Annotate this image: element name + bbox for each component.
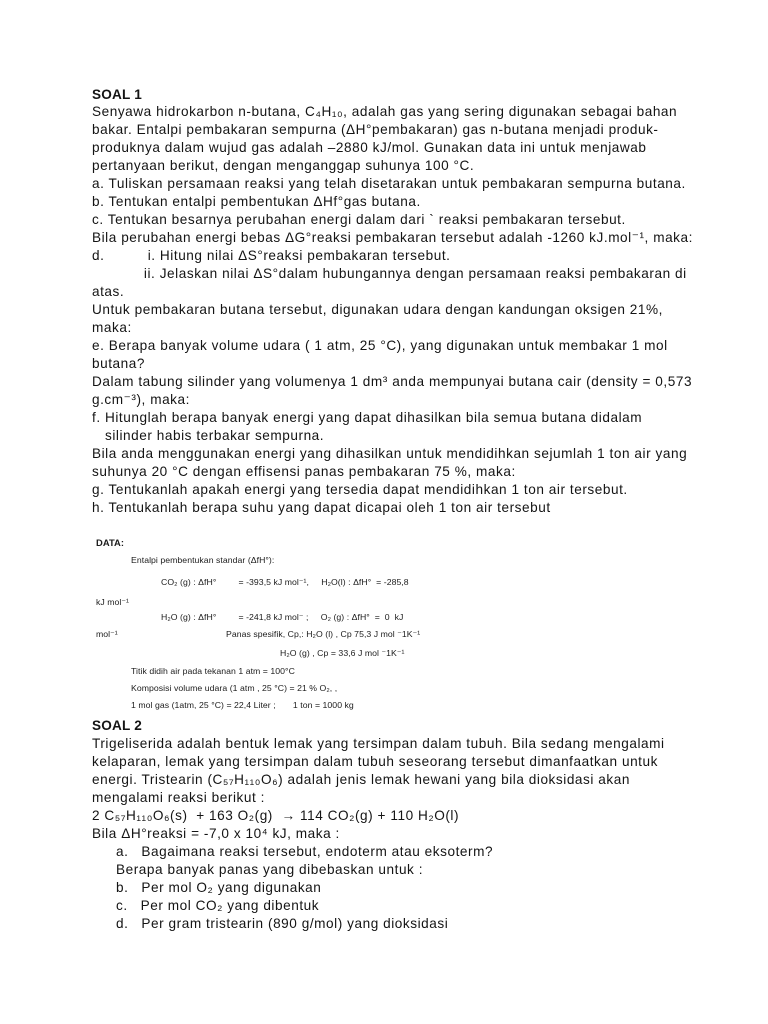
text-line: energi. Tristearin (C₅₇H₁₁₀O₆) adalah jenis lemak hewani yang bila dioksidasi akan — [92, 772, 630, 787]
data-line: mol⁻¹ — [96, 629, 118, 639]
text-line: Bila ΔH°reaksi = -7,0 x 10⁴ kJ, maka : — [92, 826, 340, 841]
text-line: atas. — [92, 284, 125, 299]
data-line: Panas spesifik, Cp,: H₂O (l) , Cp 75,3 J mol ⁻1K⁻¹ — [226, 629, 421, 639]
data-line: H₂O (g) , Cp = 33,6 J mol ⁻1K⁻¹ — [280, 648, 405, 658]
text-line: maka: — [92, 320, 132, 335]
data-line: H₂O (g) : ΔfH° = -241,8 kJ mol⁻ ; O₂ (g) : ΔfH° = 0 kJ — [161, 612, 404, 622]
data-line: CO₂ (g) : ΔfH° = -393,5 kJ mol⁻¹, H₂O(l) : ΔfH° = -285,8 — [161, 577, 409, 587]
data-heading: DATA: — [96, 537, 125, 548]
question-d-ii: ii. Jelaskan nilai ΔS°dalam hubungannya dengan persamaan reaksi pembakaran di — [92, 266, 687, 281]
soal-1-heading: SOAL 1 — [92, 87, 143, 102]
text-line: g.cm⁻³), maka: — [92, 392, 190, 407]
question-e: e. Berapa banyak volume udara ( 1 atm, 25 °C), yang digunakan untuk membakar 1 mol — [92, 338, 668, 353]
question-g: g. Tentukanlah apakah energi yang tersedia dapat mendidihkan 1 ton air tersebut. — [92, 482, 628, 497]
text-line: Trigeliserida adalah bentuk lemak yang tersimpan dalam tubuh. Bila sedang mengalami — [92, 736, 665, 751]
text-line: Berapa banyak panas yang dibebaskan untuk : — [116, 862, 424, 877]
text-line: pertanyaan berikut, dengan menganggap suhunya 100 °C. — [92, 158, 475, 173]
text-line: kelaparan, lemak yang tersimpan dalam tubuh seseorang tersebut dimanfaatkan untuk — [92, 754, 658, 769]
question-c: c. Tentukan besarnya perubahan energi dalam dari ` reaksi pembakaran tersebut. — [92, 212, 626, 227]
text-line: Bila anda menggunakan energi yang dihasilkan untuk mendidihkan sejumlah 1 ton air yang — [92, 446, 688, 461]
text-line: silinder habis terbakar sempurna. — [92, 428, 325, 443]
question-h: h. Tentukanlah berapa suhu yang dapat dicapai oleh 1 ton air tersebut — [92, 500, 551, 515]
data-line: Entalpi pembentukan standar (ΔfH°): — [131, 555, 275, 565]
question-d-i: d. i. Hitung nilai ΔS°reaksi pembakaran tersebut. — [92, 248, 451, 263]
data-line: Titik didih air pada tekanan 1 atm = 100°C — [131, 666, 295, 676]
text-line: Bila perubahan energi bebas ΔG°reaksi pembakaran tersebut adalah -1260 kJ.mol⁻¹, maka: — [92, 230, 693, 245]
question-b: b. Tentukan entalpi pembentukan ΔHf°gas butana. — [92, 194, 421, 209]
question-a: a. Tuliskan persamaan reaksi yang telah disetarakan untuk pembakaran sempurna butana. — [92, 176, 686, 191]
text-line: Senyawa hidrokarbon n-butana, C₄H₁₀, adalah gas yang sering digunakan sebagai bahan — [92, 104, 678, 119]
question-d: d. Per gram tristearin (890 g/mol) yang dioksidasi — [116, 916, 449, 931]
reaction-equation: 2 C₅₇H₁₁₀O₆(s) + 163 O₂(g) → 114 CO₂(g) + 110 H₂O(l) — [92, 808, 460, 823]
soal-2-heading: SOAL 2 — [92, 718, 143, 733]
question-c: c. Per mol CO₂ yang dibentuk — [116, 898, 320, 913]
question-b: b. Per mol O₂ yang digunakan — [116, 880, 322, 895]
text-line: bakar. Entalpi pembakaran sempurna (ΔH°pembakaran) gas n-butana menjadi produk- — [92, 122, 659, 137]
text-line: suhunya 20 °C dengan effisensi panas pembakaran 75 %, maka: — [92, 464, 516, 479]
text-line: Dalam tabung silinder yang volumenya 1 dm³ anda mempunyai butana cair (density = 0,573 — [92, 374, 693, 389]
text-line: produknya dalam wujud gas adalah –2880 kJ/mol. Gunakan data ini untuk menjawab — [92, 140, 647, 155]
data-line: kJ mol⁻¹ — [96, 597, 129, 607]
text-line: butana? — [92, 356, 145, 371]
text-line: mengalami reaksi berikut : — [92, 790, 265, 805]
question-a: a. Bagaimana reaksi tersebut, endoterm atau eksoterm? — [116, 844, 494, 859]
data-line: Komposisi volume udara (1 atm , 25 °C) = 21 % O₂, , — [131, 683, 338, 693]
text-line: Untuk pembakaran butana tersebut, digunakan udara dengan kandungan oksigen 21%, — [92, 302, 663, 317]
data-line: 1 mol gas (1atm, 25 °C) = 22,4 Liter ; 1 ton = 1000 kg — [131, 700, 354, 710]
question-f: f. Hitunglah berapa banyak energi yang dapat dihasilkan bila semua butana didalam — [92, 410, 643, 425]
